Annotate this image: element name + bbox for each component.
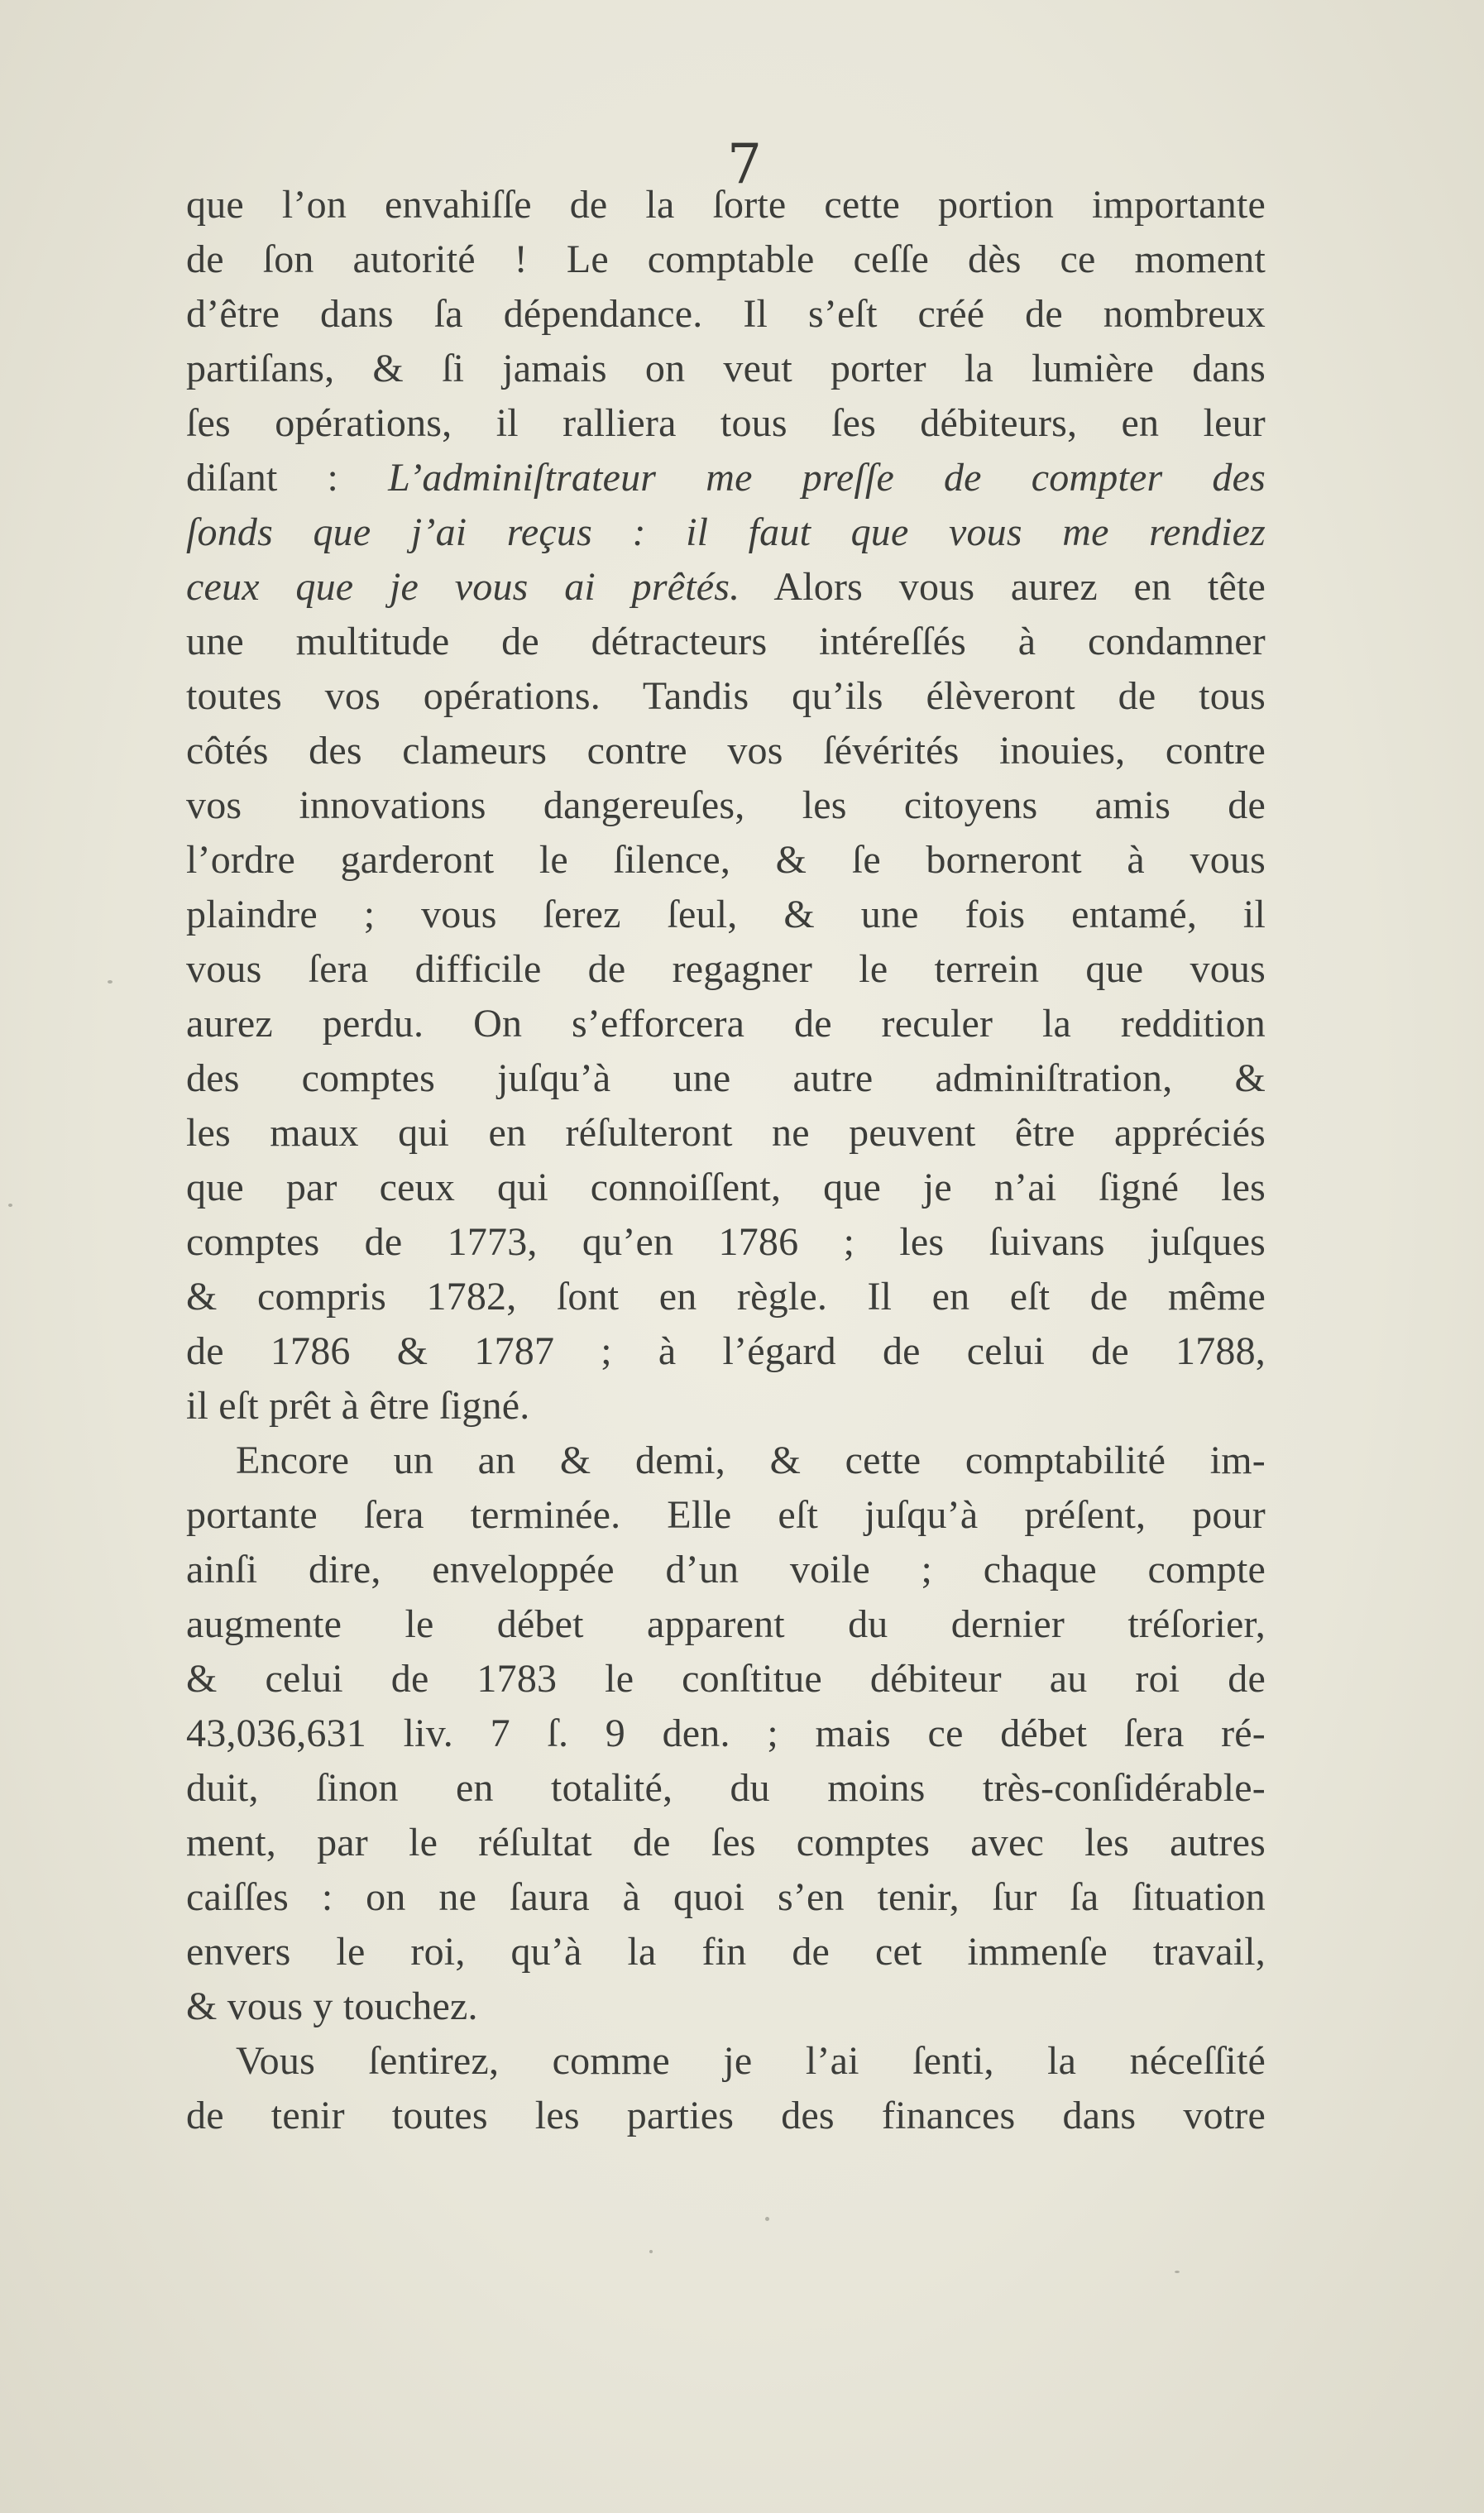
text-span: comptes de 1773, qu’en 1786 ; les ſuivans juſques (186, 1220, 1266, 1264)
text-line (186, 342, 1266, 396)
text-line (186, 396, 1266, 451)
paragraph-2 (186, 1434, 1266, 2034)
text-line (186, 1925, 1266, 1979)
text-span: de ſon autorité ! Le comptable ceſſe dès ce moment (186, 237, 1266, 281)
text-span: une multitude de détracteurs intéreſſés à condamner (186, 620, 1266, 663)
text-span: 43,036,631 liv. 7 ſ. 9 den. ; mais ce débet ſera ré- (186, 1711, 1266, 1755)
text-span: ainſi dire, enveloppée d’un voile ; chaque compte (186, 1548, 1266, 1592)
text-line (186, 1979, 1266, 2034)
text-span: ment, par le réſultat de ſes comptes avec les autres (186, 1821, 1266, 1864)
text-line (186, 1652, 1266, 1706)
text-line (186, 1106, 1266, 1161)
text-span: augmente le débet apparent du dernier tréſorier, (186, 1602, 1266, 1646)
text-line (186, 560, 1266, 615)
text-line (186, 1488, 1266, 1543)
text-line (186, 1816, 1266, 1870)
text-line (186, 287, 1266, 342)
text-line (186, 1597, 1266, 1652)
text-span: vos innovations dangereuſes, les citoyens amis de (186, 783, 1266, 827)
text-span: portante ſera terminée. Elle eſt juſqu’à préſent, pour (186, 1493, 1266, 1537)
text-span: ſes opérations, il ralliera tous ſes débiteurs, en leur (186, 401, 1266, 445)
text-span: de 1786 & 1787 ; à l’égard de celui de 1788, (186, 1329, 1266, 1373)
text-span: Vous ſentirez, comme je l’ai ſenti, la néceſſité (236, 2039, 1266, 2083)
text-span: & compris 1782, ſont en règle. Il en eſt de même (186, 1275, 1266, 1319)
text-line (186, 2034, 1266, 2089)
text-span: d’être dans ſa dépendance. Il s’eſt créé de nombreux (186, 292, 1266, 336)
text-line (186, 1324, 1266, 1379)
text-span: de tenir toutes les parties des finances dans votre (186, 2094, 1266, 2137)
text-line (186, 1051, 1266, 1106)
text-span: plaindre ; vous ſerez ſeul, & une fois entamé, il (186, 893, 1266, 936)
text-line (186, 232, 1266, 287)
text-line (186, 451, 1266, 505)
text-line (186, 833, 1266, 888)
text-line (186, 1270, 1266, 1324)
text-line (186, 1706, 1266, 1761)
text-span: Encore un an & demi, & cette comptabilité im- (236, 1438, 1266, 1482)
text-span: envers le roi, qu’à la fin de cet immenſe travail, (186, 1930, 1266, 1974)
text-span: vous ſera difficile de regagner le terrein que vous (186, 947, 1266, 991)
text-span: toutes vos opérations. Tandis qu’ils élèveront de tous (186, 674, 1266, 718)
paper-speck (1175, 2271, 1180, 2273)
text-line (186, 1543, 1266, 1597)
paper-speck (108, 980, 112, 984)
text-span: caiſſes : on ne ſaura à quoi s’en tenir, ſur ſa ſituation (186, 1875, 1266, 1919)
text-line (186, 1434, 1266, 1488)
text-span: duit, ſinon en totalité, du moins très-conſidérable- (186, 1766, 1266, 1810)
text-line (186, 724, 1266, 778)
text-span: côtés des clameurs contre vos ſévérités inouies, contre (186, 729, 1266, 773)
text-line (186, 1379, 1266, 1434)
text-line (186, 505, 1266, 560)
italic-text: ſonds que j’ai reçus : il faut que vous me rendiez (186, 510, 1266, 554)
text-span: que l’on envahiſſe de la ſorte cette portion importante (186, 183, 1266, 227)
text-line (186, 888, 1266, 942)
text-line (186, 778, 1266, 833)
text-line (186, 997, 1266, 1051)
text-line (186, 942, 1266, 997)
body-text (186, 178, 1266, 2143)
text-line (186, 178, 1266, 232)
paragraph-3 (186, 2034, 1266, 2143)
text-span: aurez perdu. On s’efforcera de reculer la reddition (186, 1002, 1266, 1046)
text-span: diſant : (186, 456, 389, 500)
text-span: les maux qui en réſulteront ne peuvent être appréciés (186, 1111, 1266, 1155)
text-line (186, 669, 1266, 724)
text-line (186, 1215, 1266, 1270)
text-span: & celui de 1783 le conſtitue débiteur au roi de (186, 1657, 1266, 1701)
text-line (186, 2089, 1266, 2143)
italic-text: L’adminiſtrateur me preſſe de compter des (388, 456, 1266, 500)
paper-speck (8, 1204, 12, 1207)
text-span: & vous y touchez. (186, 1984, 478, 2028)
text-span: il eſt prêt à être ſigné. (186, 1384, 530, 1428)
text-span: des comptes juſqu’à une autre adminiſtration, & (186, 1056, 1266, 1100)
text-line (186, 615, 1266, 669)
text-line (186, 1761, 1266, 1816)
text-span: l’ordre garderont le ſilence, & ſe borneront à vous (186, 838, 1266, 882)
paper-speck (649, 2250, 653, 2253)
paragraph-1 (186, 178, 1266, 1434)
text-line (186, 1870, 1266, 1925)
text-line (186, 1161, 1266, 1215)
page-number: 7 (727, 132, 762, 196)
text-span: partiſans, & ſi jamais on veut porter la lumière dans (186, 347, 1266, 390)
paper-speck (765, 2217, 769, 2221)
italic-text: ceux que je vous ai prêtés. (186, 565, 740, 609)
text-span: que par ceux qui connoiſſent, que je n’ai ſigné les (186, 1166, 1266, 1209)
text-span: Alors vous aurez en tête (740, 565, 1266, 609)
